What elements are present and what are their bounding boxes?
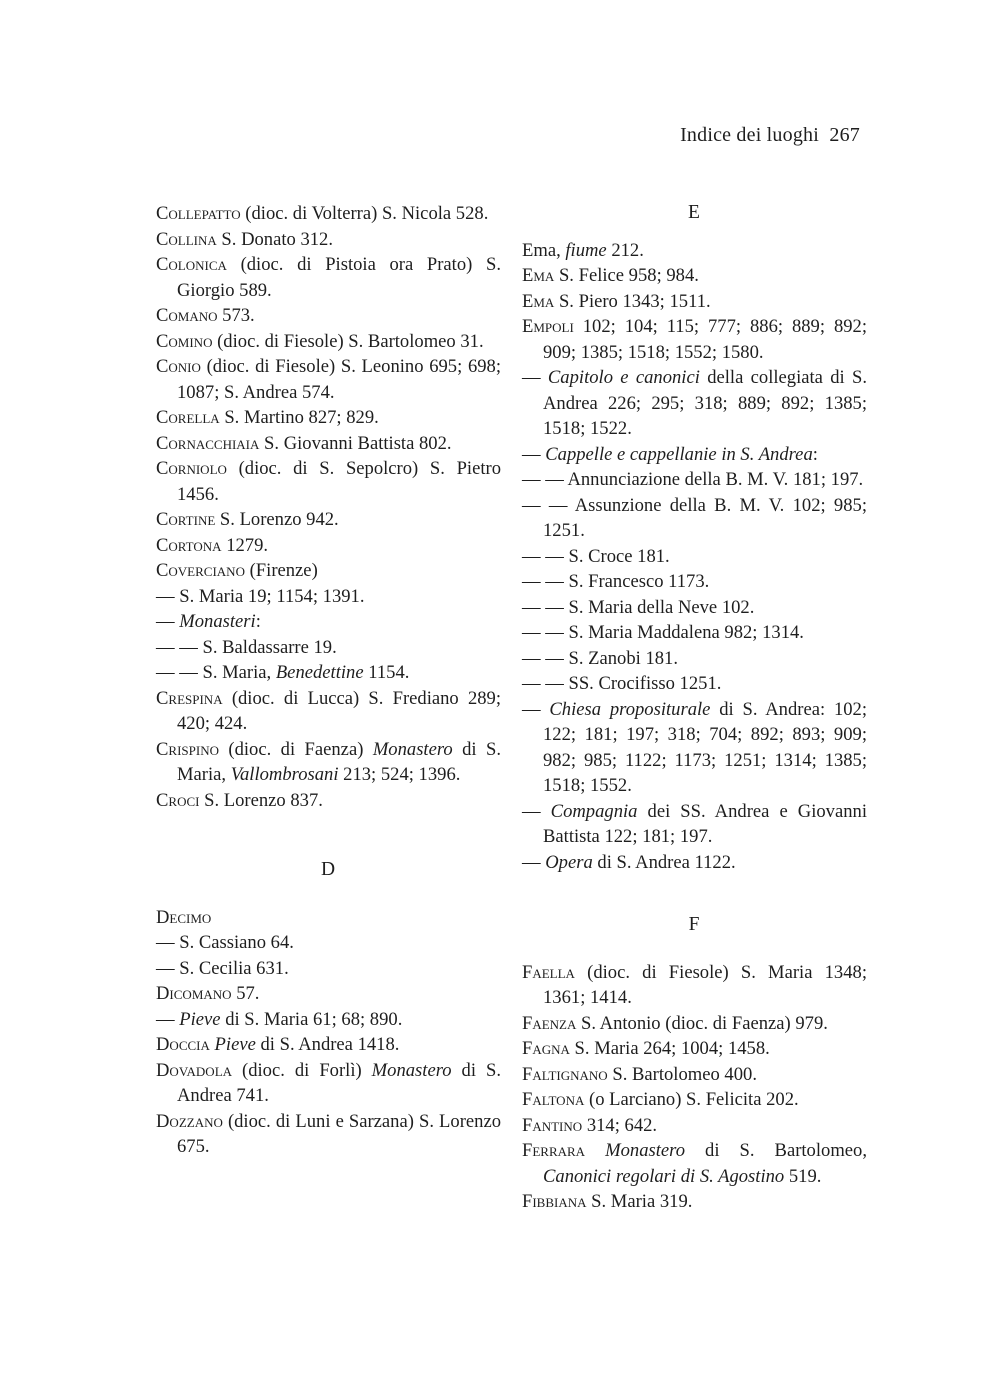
italic-term: Pieve [179, 1008, 221, 1030]
index-entry [156, 1058, 501, 1109]
place-name: Ema [522, 290, 555, 312]
entry-text: S. Giovanni Battista 802. [259, 432, 452, 454]
place-name: Comino [156, 330, 213, 352]
place-name: Decimo [156, 906, 212, 928]
index-entry [156, 956, 501, 982]
index-entry [156, 609, 501, 635]
entry-text: — [522, 443, 546, 465]
entry-text: di S. Andrea: 102; 122; 181; 197; 318; 704; 892; 893; 909; 982; 985; 1122; 1173; 1251; 1314; 1385; 1518; 1552. [543, 698, 867, 796]
place-name: Doccia [156, 1034, 210, 1055]
page-number: 267 [829, 124, 860, 146]
place-name: Crispino [156, 738, 219, 760]
entry-text: 57. [231, 983, 260, 1004]
place-name: Cornacchiaia [156, 432, 260, 454]
index-entry [522, 1087, 867, 1113]
entry-text: — — Assunzione della B. M. V. 102; 985; 1251. [522, 494, 867, 541]
entry-text: (dioc. di S. Sepolcro) S. Pietro 1456. [177, 458, 501, 505]
running-header [680, 124, 860, 147]
entry-text: 1154. [363, 662, 410, 683]
index-entry [156, 431, 501, 457]
place-name: Croci [156, 789, 200, 811]
index-entry [156, 507, 501, 533]
place-name: Collina [156, 228, 217, 250]
place-name: Crespina [156, 687, 223, 709]
entry-text: (dioc. di Volterra) S. Nicola 528. [240, 203, 489, 224]
entry-text: — — S. Maria Maddalena 982; 1314. [522, 622, 804, 643]
entries-e [522, 238, 867, 876]
index-entry [522, 289, 867, 315]
index-column-right [522, 200, 867, 1215]
entry-text: (dioc. di Fiesole) S. Leonino 695; 698; 1087; S. Andrea 574. [177, 356, 501, 403]
entry-text: (dioc. di Pistoia ora Prato) S. Giorgio 589. [177, 254, 501, 301]
index-entry [156, 1032, 501, 1058]
place-name: Fagna [522, 1038, 570, 1059]
index-entry [522, 1062, 867, 1088]
index-entry [522, 595, 867, 621]
italic-term: Monastero [371, 1059, 452, 1081]
entry-text: Ema, [522, 239, 566, 261]
entry-text [585, 1140, 605, 1161]
entry-text: di S. Bartolomeo, [685, 1140, 867, 1161]
entries-c [156, 201, 501, 813]
entry-text: di S. Andrea 741. [177, 1059, 501, 1106]
index-entry [522, 1011, 867, 1037]
entry-text: di S. Maria 61; 68; 890. [220, 1008, 403, 1030]
place-name: Corella [156, 407, 220, 428]
entry-text: — [156, 1008, 180, 1030]
entry-text: 519. [784, 1165, 822, 1187]
index-entry [156, 558, 501, 584]
entry-text: 314; 642. [582, 1114, 658, 1136]
section-letter-d: D [320, 859, 337, 880]
entry-text: — S. Cassiano 64. [156, 932, 294, 953]
italic-term: Monastero [605, 1140, 685, 1161]
index-entry [156, 1109, 501, 1160]
italic-term: Cappelle e cappellanie in S. Andrea [545, 443, 813, 465]
index-entry [522, 238, 867, 264]
place-name: Fibbiana [522, 1191, 587, 1212]
index-entry [522, 1113, 867, 1139]
index-entry [522, 697, 867, 799]
italic-term: Pieve [214, 1034, 256, 1055]
entry-text: — — SS. Crocifisso 1251. [522, 673, 722, 694]
entry-text: — — S. Zanobi 181. [522, 647, 678, 669]
entry-text: — [522, 800, 551, 822]
index-entry [522, 493, 867, 544]
index-column-left [156, 201, 501, 1160]
index-entry [522, 569, 867, 595]
place-name: Ferrara [522, 1140, 586, 1161]
index-entry [522, 799, 867, 850]
index-entry [156, 227, 501, 253]
index-entry [522, 620, 867, 646]
index-entry [156, 737, 501, 788]
place-name: Faella [522, 961, 575, 983]
place-name: Conio [156, 356, 201, 377]
entry-text: (dioc. di Fiesole) S. Bartolomeo 31. [212, 330, 484, 352]
entry-text: dei SS. Andrea e Giovanni Battista 122; 181; 197. [543, 800, 867, 847]
entry-text: — [522, 698, 550, 720]
entry-text: : [255, 611, 261, 632]
index-entry [522, 544, 867, 570]
entry-text: della collegiata di S. Andrea 226; 295; 318; 889; 892; 1385; 1518; 1522. [543, 367, 867, 439]
entry-text: : [812, 443, 818, 465]
italic-term: Opera [545, 851, 593, 873]
index-entry [156, 788, 501, 814]
header-title: Indice dei luoghi [680, 124, 819, 146]
entry-text: S. Antonio (dioc. di Faenza) 979. [576, 1012, 828, 1034]
italic-term: Chiesa propositurale [549, 698, 711, 720]
index-entry [156, 252, 501, 303]
entry-text: — [522, 367, 548, 388]
italic-term: Monasteri [179, 611, 256, 632]
entry-text: — [156, 611, 180, 632]
entry-text: 573. [217, 305, 255, 326]
entry-text: 1279. [221, 534, 269, 556]
place-name: Empoli [522, 316, 574, 337]
entry-text: — — Annunciazione della B. M. V. 181; 197. [522, 469, 864, 490]
place-name: Dicomano [156, 983, 232, 1004]
entry-text: 102; 104; 115; 777; 886; 889; 892; 909; 1385; 1518; 1552; 1580. [543, 316, 867, 363]
index-entry [522, 365, 867, 442]
place-name: Dozzano [156, 1110, 223, 1132]
index-entry [522, 314, 867, 365]
entry-text: S. Felice 958; 984. [554, 265, 699, 286]
index-entry [522, 1036, 867, 1062]
entry-text: (dioc. di Luni e Sarzana) S. Lorenzo 675. [177, 1110, 501, 1157]
entry-text: 213; 524; 1396. [338, 764, 461, 785]
entry-text: — — S. Croce 181. [522, 545, 670, 567]
index-entry [156, 533, 501, 559]
entry-text: S. Donato 312. [216, 228, 333, 250]
place-name: Colonica [156, 254, 227, 275]
entry-text: (dioc. di Forlì) [232, 1059, 372, 1081]
entry-text: S. Lorenzo 837. [199, 789, 323, 811]
place-name: Cortona [156, 534, 222, 556]
index-entry [522, 960, 867, 1011]
entry-text: di S. Andrea 1418. [255, 1034, 400, 1055]
entry-text: (dioc. di Faenza) [218, 738, 373, 760]
italic-term: Benedettine [275, 662, 364, 683]
italic-term: fiume [565, 239, 607, 261]
italic-term: Capitolo e canonici [547, 367, 700, 388]
index-entry [156, 456, 501, 507]
place-name: Comano [156, 305, 218, 326]
place-name: Faenza [522, 1012, 577, 1034]
entry-text: S. Maria 264; 1004; 1458. [569, 1038, 770, 1059]
entry-text: S. Bartolomeo 400. [607, 1063, 757, 1085]
index-entry [522, 671, 867, 697]
place-name: Corniolo [156, 458, 227, 479]
index-entry [522, 646, 867, 672]
entry-text: S. Piero 1343; 1511. [554, 290, 711, 312]
place-name: Ema [522, 265, 555, 286]
index-entry [522, 263, 867, 289]
italic-term: Monastero [372, 738, 453, 760]
index-entry [156, 1007, 501, 1033]
place-name: Cortine [156, 509, 216, 530]
index-entry [522, 1138, 867, 1189]
entry-text: S. Lorenzo 942. [215, 509, 339, 530]
section-letter-f: F [688, 914, 701, 935]
index-entry [156, 584, 501, 610]
index-entry [522, 1189, 867, 1215]
index-entry [522, 850, 867, 876]
index-entry [156, 686, 501, 737]
entry-text: — [522, 851, 546, 873]
place-name: Faltignano [522, 1063, 608, 1085]
entry-text: di S. Maria, [177, 738, 501, 785]
entry-text: — S. Maria 19; 1154; 1391. [156, 585, 365, 607]
place-name: Fantino [522, 1114, 583, 1136]
index-entry [522, 442, 867, 468]
entry-text: — — S. Francesco 1173. [522, 571, 710, 592]
italic-term: Compagnia [550, 800, 638, 822]
index-entry [156, 303, 501, 329]
entry-text: S. Maria 319. [586, 1191, 693, 1212]
entries-d [156, 905, 501, 1160]
entry-text: — — S. Baldassarre 19. [156, 636, 337, 658]
place-name: Faltona [522, 1089, 585, 1110]
index-entry [156, 329, 501, 355]
entry-text: — — S. Maria, [156, 662, 276, 683]
entry-text: S. Martino 827; 829. [219, 407, 379, 428]
section-letter-e: E [688, 202, 701, 223]
entry-text: 212. [606, 239, 644, 261]
index-entry [156, 660, 501, 686]
place-name: Collepatto [156, 203, 241, 224]
entry-text: di S. Andrea 1122. [592, 851, 736, 873]
index-entry [156, 201, 501, 227]
entry-text: — S. Cecilia 631. [156, 957, 289, 979]
entry-text: — — S. Maria della Neve 102. [522, 596, 755, 618]
place-name: Dovadola [156, 1059, 233, 1081]
place-name: Coverciano [156, 560, 245, 581]
index-entry [156, 635, 501, 661]
entry-text: (o Larciano) S. Felicita 202. [584, 1089, 799, 1110]
italic-term: Vallombrosani [230, 764, 339, 785]
index-entry [156, 930, 501, 956]
entry-text: (Firenze) [244, 560, 318, 581]
index-entry [156, 905, 501, 931]
index-entry [156, 981, 501, 1007]
index-entry [156, 354, 501, 405]
italic-term: Canonici regolari di S. Agostino [543, 1165, 785, 1187]
index-entry [156, 405, 501, 431]
entry-text: (dioc. di Lucca) S. Frediano 289; 420; 424. [177, 687, 501, 734]
entry-text: (dioc. di Fiesole) S. Maria 1348; 1361; 1414. [543, 961, 867, 1008]
index-entry [522, 467, 867, 493]
entries-f [522, 960, 867, 1215]
